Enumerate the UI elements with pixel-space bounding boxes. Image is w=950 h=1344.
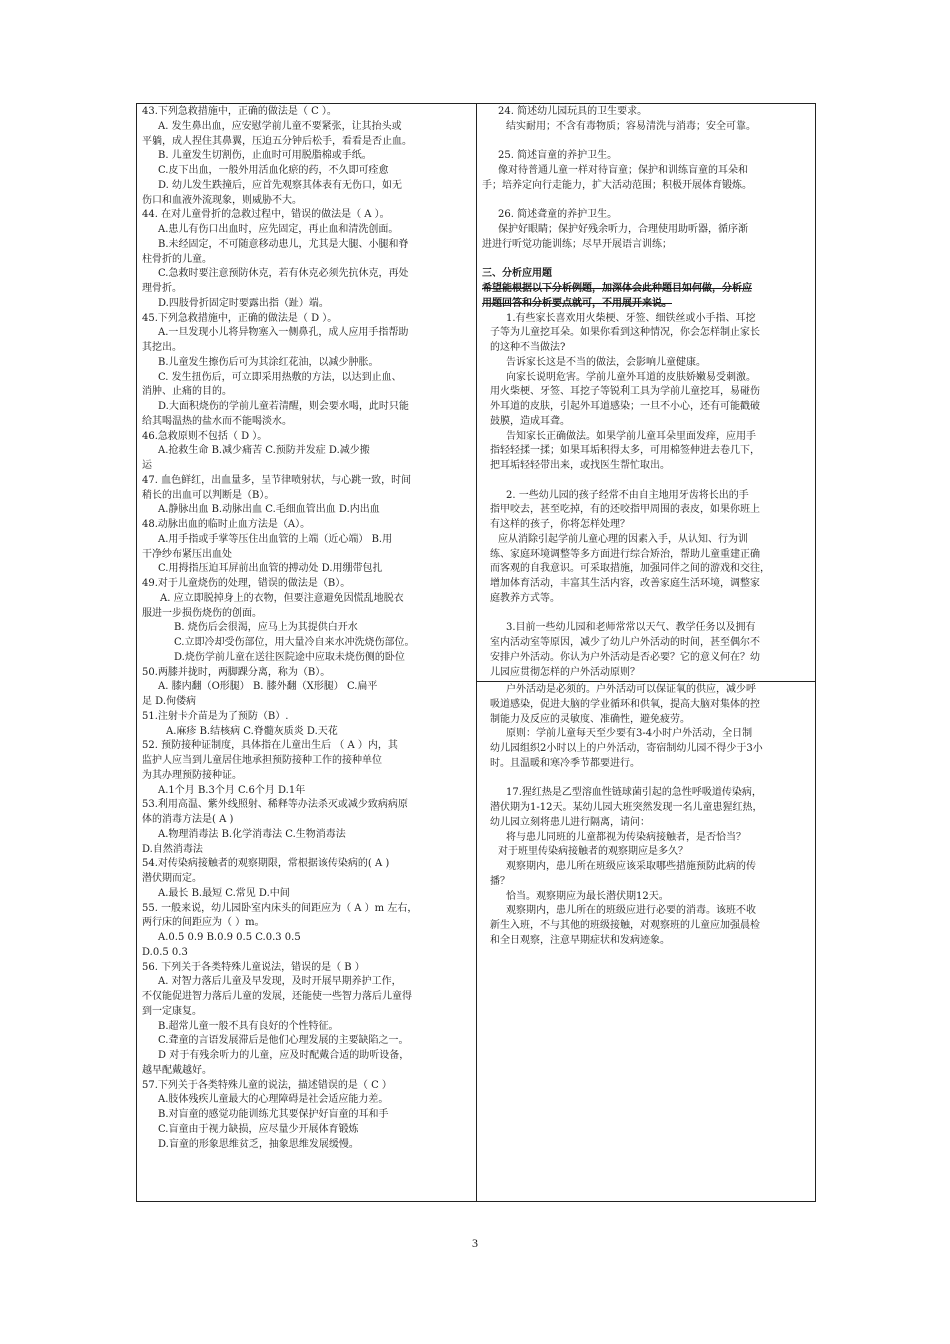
text-line: C.用拇指压迫耳屏前出血管的搏动处 D.用绷带包扎 bbox=[158, 563, 383, 575]
page-number: 3 bbox=[472, 1236, 478, 1250]
text-line: A.用手指或手掌等压住出血管的上端（近心端） B.用 bbox=[158, 533, 393, 545]
text-line: D. 幼儿发生跌撞后，应首先观察其体表有无伤口，如无 bbox=[158, 179, 403, 191]
text-line: 室内活动室等原因，减少了幼儿户外活动的时间，甚至偶尔不 bbox=[490, 637, 760, 648]
text-line: A.0.5 0.9 B.0.9 0.5 C.0.3 0.5 bbox=[158, 932, 301, 943]
text-line: 用火柴梗、牙签、耳挖子等锐利工具为学前儿童挖耳，易碰伤 bbox=[490, 386, 760, 398]
text-line: B.对盲童的感觉功能训练尤其要保护好盲童的耳和手 bbox=[158, 1109, 389, 1120]
text-line: 子等为儿童挖耳朵。如果你看到这种情况，你会怎样制止家长 bbox=[490, 327, 760, 339]
text-line: 和全日观察，注意早期症状和发病迹象。 bbox=[490, 934, 670, 946]
text-line: 48.动脉出血的临时止血方法是（A）。 bbox=[142, 519, 311, 530]
text-line: 44. 在对儿童骨折的急救过程中，错误的做法是（ A ）。 bbox=[142, 209, 390, 221]
text-line: 指甲咬去，甚至吃掉，有的还咬指甲周围的表皮，如果你班上 bbox=[490, 504, 760, 516]
text-line: A.麻疹 B.结核病 C.脊髓灰质炎 D.天花 bbox=[166, 725, 338, 737]
text-line: 体的消毒方法是( A ) bbox=[142, 814, 234, 825]
text-line: 新生入班，不与其他的班级接触，对观察班的儿童应加强晨检 bbox=[490, 920, 760, 931]
text-line: D.0.5 0.3 bbox=[142, 946, 188, 958]
blank-line bbox=[482, 607, 812, 622]
text-line: A. 应立即脱掉身上的衣物，但要注意避免因慌乱地脱衣 bbox=[160, 592, 404, 604]
text-line: 为其办理预防接种证。 bbox=[142, 769, 242, 781]
text-line: D.自然消毒法 bbox=[142, 843, 203, 855]
text-line: 17.猩红热是乙型溶血性链球菌引起的急性呼吸道传染病， bbox=[506, 787, 762, 799]
text-line: 稍长的出血可以判断是（B）。 bbox=[142, 489, 275, 501]
text-line: 观察期内，患儿所在的班级应进行必要的消毒。该班不收 bbox=[506, 905, 756, 917]
text-line: 柱骨折的儿童。 bbox=[142, 253, 212, 265]
text-line: 指轻轻揉一揉；如果耳垢积得太多，可用棉签伸进去卷几下， bbox=[490, 445, 760, 457]
text-line: 播？ bbox=[490, 875, 510, 887]
text-line: 有这样的孩子，你将怎样处理？ bbox=[490, 519, 630, 530]
text-line: A. 膝内翻（O形腿） B. 膝外翻（X形腿） C.扁平 bbox=[158, 681, 378, 693]
text-line: 53.利用高温、紫外线照射、稀释等办法杀灭或减少致病病原 bbox=[142, 799, 408, 811]
text-line: 外耳道的皮肤，引起外耳道感染；一旦不小心，还有可能戳破 bbox=[490, 401, 760, 412]
text-line: 45.下列急救措施中，正确的做法是（ D ）。 bbox=[142, 312, 338, 324]
text-line: A.抢救生命 B.减少痛苦 C.预防并发症 D.减少搬 bbox=[158, 445, 370, 457]
text-line: 49.对于儿童烧伤的处理，错误的做法是（B）。 bbox=[142, 578, 351, 589]
text-line: D.四肢骨折固定时要露出指（趾）端。 bbox=[158, 297, 329, 309]
text-line: 干净纱布紧压出血处 bbox=[142, 548, 232, 560]
text-line: C.皮下出血，一般外用活血化瘀的药，不久即可痊愈 bbox=[158, 165, 389, 176]
text-line: 将与患儿同班的儿童都视为传染病接触者，是否恰当？ bbox=[506, 831, 746, 843]
text-line: 原则：学前儿童每天至少要有3-4小时户外活动，全日制 bbox=[506, 728, 753, 740]
text-line: 对于班里传染病接触者的观察期应是多久？ bbox=[498, 846, 688, 858]
text-line: 希望能根据以下分析例题，加深体会此种题目如何做，分析应 bbox=[482, 283, 752, 294]
text-line: 监护人应当到儿童居住地承担预防接种工作的接种单位 bbox=[142, 755, 382, 766]
text-line: 3.目前一些幼儿园和老师常常以天气、教学任务以及拥有 bbox=[506, 622, 756, 634]
text-line: 结实耐用；不含有毒物质；容易清洗与消毒；安全可靠。 bbox=[506, 120, 756, 132]
text-line: 24. 简述幼儿园玩具的卫生要求。 bbox=[498, 106, 648, 117]
text-line: A.物理消毒法 B.化学消毒法 C.生物消毒法 bbox=[158, 828, 346, 840]
text-line: 三、分析应用题 bbox=[482, 268, 552, 280]
text-line: 51.注射卡介苗是为了预防（B）. bbox=[142, 710, 289, 722]
text-line: 告知家长正确做法。如果学前儿童耳朵里面发痒，应用手 bbox=[506, 430, 756, 442]
text-line: D.盲童的形象思维贫乏，抽象思维发展缓慢。 bbox=[158, 1138, 359, 1150]
text-line: 吸道感染，促进大脑的学业循环和供氧，提高大脑对集体的控 bbox=[490, 698, 760, 710]
text-line: 手；培养定向行走能力，扩大活动范围；积极开展体育锻炼。 bbox=[482, 179, 752, 191]
text-line: 56. 下列关于各类特殊儿童说法，错误的是（ B ） bbox=[142, 961, 365, 973]
text-line: 的这种不当做法? bbox=[490, 342, 566, 353]
text-line: 鼓膜，造成耳聋。 bbox=[490, 415, 570, 427]
text-line: 平躺，成人捏住其鼻翼，压迫五分钟后松手，看看是否止血。 bbox=[142, 135, 412, 147]
text-line: 不仅能促进智力落后儿童的发展，还能使一些智力落后儿童得 bbox=[142, 991, 412, 1002]
text-line: 其挖出。 bbox=[142, 342, 182, 353]
text-line: 像对待普通儿童一样对待盲童；保护和训练盲童的耳朵和 bbox=[498, 165, 748, 176]
text-line: 57.下列关于各类特殊儿童的说法，描述错误的是（ C ） bbox=[142, 1079, 392, 1091]
text-line: 2. 一些幼儿园的孩子经常不由自主地用牙齿将长出的手 bbox=[506, 489, 749, 501]
text-line: 运 bbox=[142, 460, 152, 471]
right-column-cell-separator bbox=[476, 681, 816, 682]
text-line: 安排户外活动。你认为户外活动是否必要？它的意义何在？幼 bbox=[490, 651, 760, 663]
text-line: C.立即冷却受伤部位，用大量冷自来水冲洗烧伤部位。 bbox=[174, 637, 415, 648]
text-line: A.最长 B.最短 C.常见 D.中间 bbox=[158, 887, 290, 899]
text-line: 向家长说明危害。学前儿童外耳道的皮肤娇嫩易受刺激。 bbox=[506, 371, 756, 383]
column-divider bbox=[476, 103, 477, 1202]
text-line: B. 烧伤后会很渴，应马上为其提供白开水 bbox=[174, 622, 358, 634]
right-column-upper bbox=[482, 105, 812, 683]
text-line: A. 对智力落后儿童及早发现，及时开展早期养护工作， bbox=[158, 976, 402, 988]
text-line: 服进一步损伤烧伤的创面。 bbox=[142, 607, 262, 619]
text-line: B.儿童发生擦伤后可为其涂红花油，以减少肿胀。 bbox=[158, 356, 379, 368]
text-line: 而客观的自我意识。可采取措施，加强同伴之间的游戏和交往， bbox=[490, 563, 770, 575]
text-line: 到一定康复。 bbox=[142, 1005, 202, 1017]
text-line: 伤口和血液外流现象，则威胁不大。 bbox=[142, 194, 302, 206]
blank-line bbox=[482, 772, 812, 787]
text-line: 观察期内，患儿所在班级应该采取哪些措施预防此病的传 bbox=[506, 861, 756, 872]
text-line: A. 发生鼻出血，应安慰学前儿童不要紧张，让其抬头或 bbox=[158, 120, 402, 132]
text-line: 26. 简述聋童的养护卫生。 bbox=[498, 209, 618, 221]
text-line: 47. 血色鲜红，出血量多，呈节律喷射状，与心跳一致，时间 bbox=[142, 474, 412, 486]
text-line: 越早配戴越好。 bbox=[142, 1064, 212, 1076]
text-line: A.肢体残疾儿童最大的心理障碍是社会适应能力差。 bbox=[158, 1094, 389, 1106]
left-column bbox=[142, 105, 472, 1200]
text-line: C.盲童由于视力缺损，应尽量少开展体育锻炼 bbox=[158, 1123, 359, 1135]
text-line: 幼儿园组织2小时以上的户外活动，寄宿制幼儿园不得少于3小 bbox=[490, 743, 763, 754]
text-line: A.静脉出血 B.动脉出血 C.毛细血管出血 D.内出血 bbox=[158, 504, 380, 516]
text-line: D 对于有残余听力的儿童，应及时配戴合适的助听设备， bbox=[158, 1050, 410, 1061]
text-line: B. 儿童发生切割伤，止血时可用脱脂棉或手纸。 bbox=[158, 150, 372, 162]
text-line: 给其喝温热的盐水而不能喝淡水。 bbox=[142, 415, 292, 427]
text-line: 恰当。观察期应为最长潜伏期12天。 bbox=[506, 890, 669, 902]
text-line: 消肿、止痛的目的。 bbox=[142, 386, 232, 398]
text-line: 43.下列急救措施中，正确的做法是（ C ）。 bbox=[142, 106, 337, 117]
blank-line bbox=[482, 194, 812, 209]
text-line: 25. 简述盲童的养护卫生。 bbox=[498, 150, 618, 162]
blank-line bbox=[482, 135, 812, 150]
text-line: 增加体育活动，丰富其生活内容，改善家庭生活环境，调整家 bbox=[490, 578, 760, 589]
right-column-lower bbox=[482, 683, 812, 1023]
text-line: 理骨折。 bbox=[142, 283, 182, 294]
text-line: 足 D.佝偻病 bbox=[142, 696, 197, 707]
text-line: 户外活动是必须的。户外活动可以保证氧的供应，减少呼 bbox=[506, 684, 756, 695]
text-line: 55. 一般来说，幼儿园卧室内床头的间距应为（ A ）m 左右， bbox=[142, 902, 418, 914]
text-line: 54.对传染病接触者的观察期限，常根据该传染病的( A ) bbox=[142, 858, 390, 870]
text-line: B.超常儿童一般不具有良好的个性特征。 bbox=[158, 1020, 339, 1032]
text-line: C.聋童的言语发展滞后是他们心理发展的主要缺陷之一。 bbox=[158, 1035, 409, 1047]
text-line: 时。且温暖和寒冷季节都要进行。 bbox=[490, 757, 640, 769]
text-line: 制能力及反应的灵敏度、准确性，避免疲劳。 bbox=[490, 713, 690, 725]
text-line: 告诉家长这是不当的做法，会影响儿童健康。 bbox=[506, 356, 706, 368]
text-line: 保护好眼睛；保护好残余听力，合理使用助听器，循序渐 bbox=[498, 224, 748, 235]
text-line: C.急救时要注意预防休克，若有休克必须先抗休克，再处 bbox=[158, 268, 409, 280]
text-line: A.1个月 B.3个月 C.6个月 D.1年 bbox=[158, 784, 306, 796]
text-line: C. 发生扭伤后，可立即采用热敷的方法，以达到止血、 bbox=[158, 371, 402, 383]
text-line: 应从消除引起学前儿童心理的因素入手，从认知、行为训 bbox=[498, 533, 748, 545]
text-line: 两行床的间距应为（ ）m。 bbox=[142, 917, 265, 929]
text-line: 把耳垢轻轻带出来，或找医生帮忙取出。 bbox=[490, 460, 670, 471]
text-line: 1.有些家长喜欢用火柴梗、牙签、细铁丝或小手指、耳挖 bbox=[506, 312, 756, 324]
text-line: 进进行听觉功能训练；尽早开展语言训练； bbox=[482, 238, 672, 250]
blank-line bbox=[482, 474, 812, 489]
text-line: B.未经固定，不可随意移动患儿，尤其是大腿、小腿和脊 bbox=[158, 238, 409, 250]
text-line: A.一旦发现小儿将异物塞入一侧鼻孔，成人应用手指帮助 bbox=[158, 327, 409, 339]
text-line: 52. 预防接种证制度，具体指在儿童出生后 （ A ）内，其 bbox=[142, 740, 398, 752]
text-line: D.大面积烧伤的学前儿童若清醒，则会要水喝，此时只能 bbox=[158, 401, 409, 412]
text-line: 庭教养方式等。 bbox=[490, 592, 560, 604]
text-line: 潜伏期为1-12天。某幼儿园大班突然发现一名儿童患猩红热， bbox=[490, 802, 763, 813]
text-line: 儿园应贯彻怎样的户外活动原则？ bbox=[490, 666, 640, 678]
text-line: A.患儿有伤口出血时，应先固定，再止血和清洗创面。 bbox=[158, 224, 399, 235]
text-line: 50.两膝并拢时，两脚踝分离，称为（B）。 bbox=[142, 666, 331, 678]
text-line: 练、家庭环境调整等多方面进行综合矫治，帮助儿童重建正确 bbox=[490, 548, 760, 560]
text-line: 幼儿园立刻将患儿进行隔离，请问： bbox=[490, 816, 650, 828]
text-line: 46.急救原则不包括（ D ）。 bbox=[142, 430, 268, 442]
text-line: 潜伏期而定。 bbox=[142, 873, 202, 884]
text-line: 用题回答和分析要点就可，不用展开来说。 bbox=[482, 297, 672, 309]
text-line: D.烧伤学前儿童在送往医院途中应取未烧伤侧的卧位 bbox=[174, 651, 405, 663]
blank-line bbox=[482, 253, 812, 268]
